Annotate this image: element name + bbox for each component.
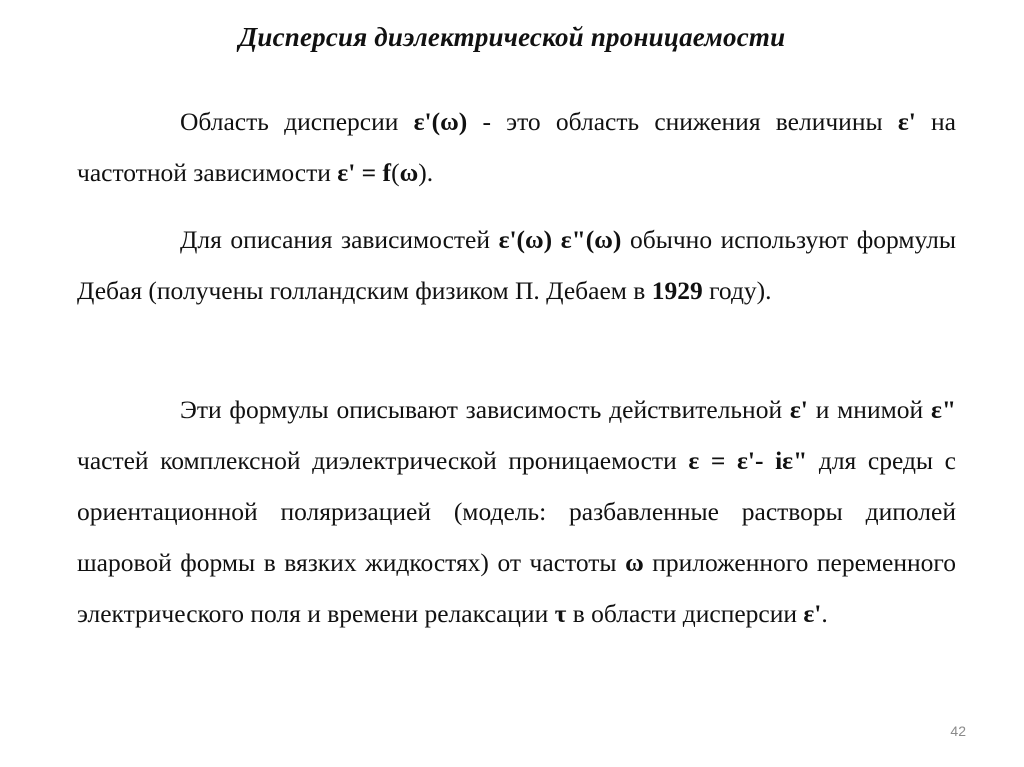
p3-complex-formula: ε = ε'- iε" bbox=[688, 446, 808, 475]
p3-epsilon-real: ε' bbox=[789, 395, 808, 424]
p3-text-end: . bbox=[821, 599, 828, 628]
p3-text-2: и мнимой bbox=[807, 395, 931, 424]
page-number: 42 bbox=[950, 723, 966, 739]
p2-epsilon-pair: ε'(ω) ε"(ω) bbox=[498, 225, 622, 254]
p2-year: 1929 bbox=[651, 276, 703, 305]
p3-text-1: Эти формулы описывают зависимость действительной bbox=[180, 395, 790, 424]
p2-text-3: году). bbox=[702, 276, 772, 305]
p3-omega: ω bbox=[625, 548, 644, 577]
paragraph-formula-description bbox=[77, 384, 956, 639]
p3-text-6: в области дисперсии bbox=[566, 599, 804, 628]
p2-text-1: Для описания зависимостей bbox=[180, 225, 499, 254]
p1-omega: ω bbox=[399, 158, 419, 187]
p1-text-1: Область дисперсии bbox=[180, 107, 414, 136]
paragraph-debye-formulas bbox=[77, 214, 956, 316]
p1-paren-open: ( bbox=[391, 158, 400, 187]
paragraph-dispersion-region bbox=[77, 96, 956, 198]
p1-formula: ε' = f bbox=[337, 158, 392, 187]
p1-text-3: на частотной зависимости bbox=[77, 107, 956, 187]
p2-text-2: обычно используют формулы Дебая (получены голландским физиком П. Дебаем в bbox=[77, 225, 956, 305]
p3-text-4: для среды с ориентационной поляризацией (модель: разбавленные растворы диполей шаровой формы в вязких жидкостях) от частоты bbox=[77, 446, 956, 577]
p3-epsilon-imag: ε" bbox=[930, 395, 956, 424]
p3-epsilon-final: ε' bbox=[803, 599, 822, 628]
p3-tau: τ bbox=[554, 599, 567, 628]
p3-text-3: частей комплексной диэлектрической проницаемости bbox=[77, 446, 689, 475]
p1-epsilon-omega: ε'(ω) bbox=[413, 107, 468, 136]
p3-text-5: приложенного переменного электрического поля и времени релаксации bbox=[77, 548, 956, 628]
p1-text-2: - это область снижения величины bbox=[467, 107, 898, 136]
p1-text-end: ). bbox=[418, 158, 434, 187]
slide-title: Дисперсия диэлектрической проницаемости bbox=[238, 22, 786, 52]
p1-epsilon: ε' bbox=[897, 107, 916, 136]
